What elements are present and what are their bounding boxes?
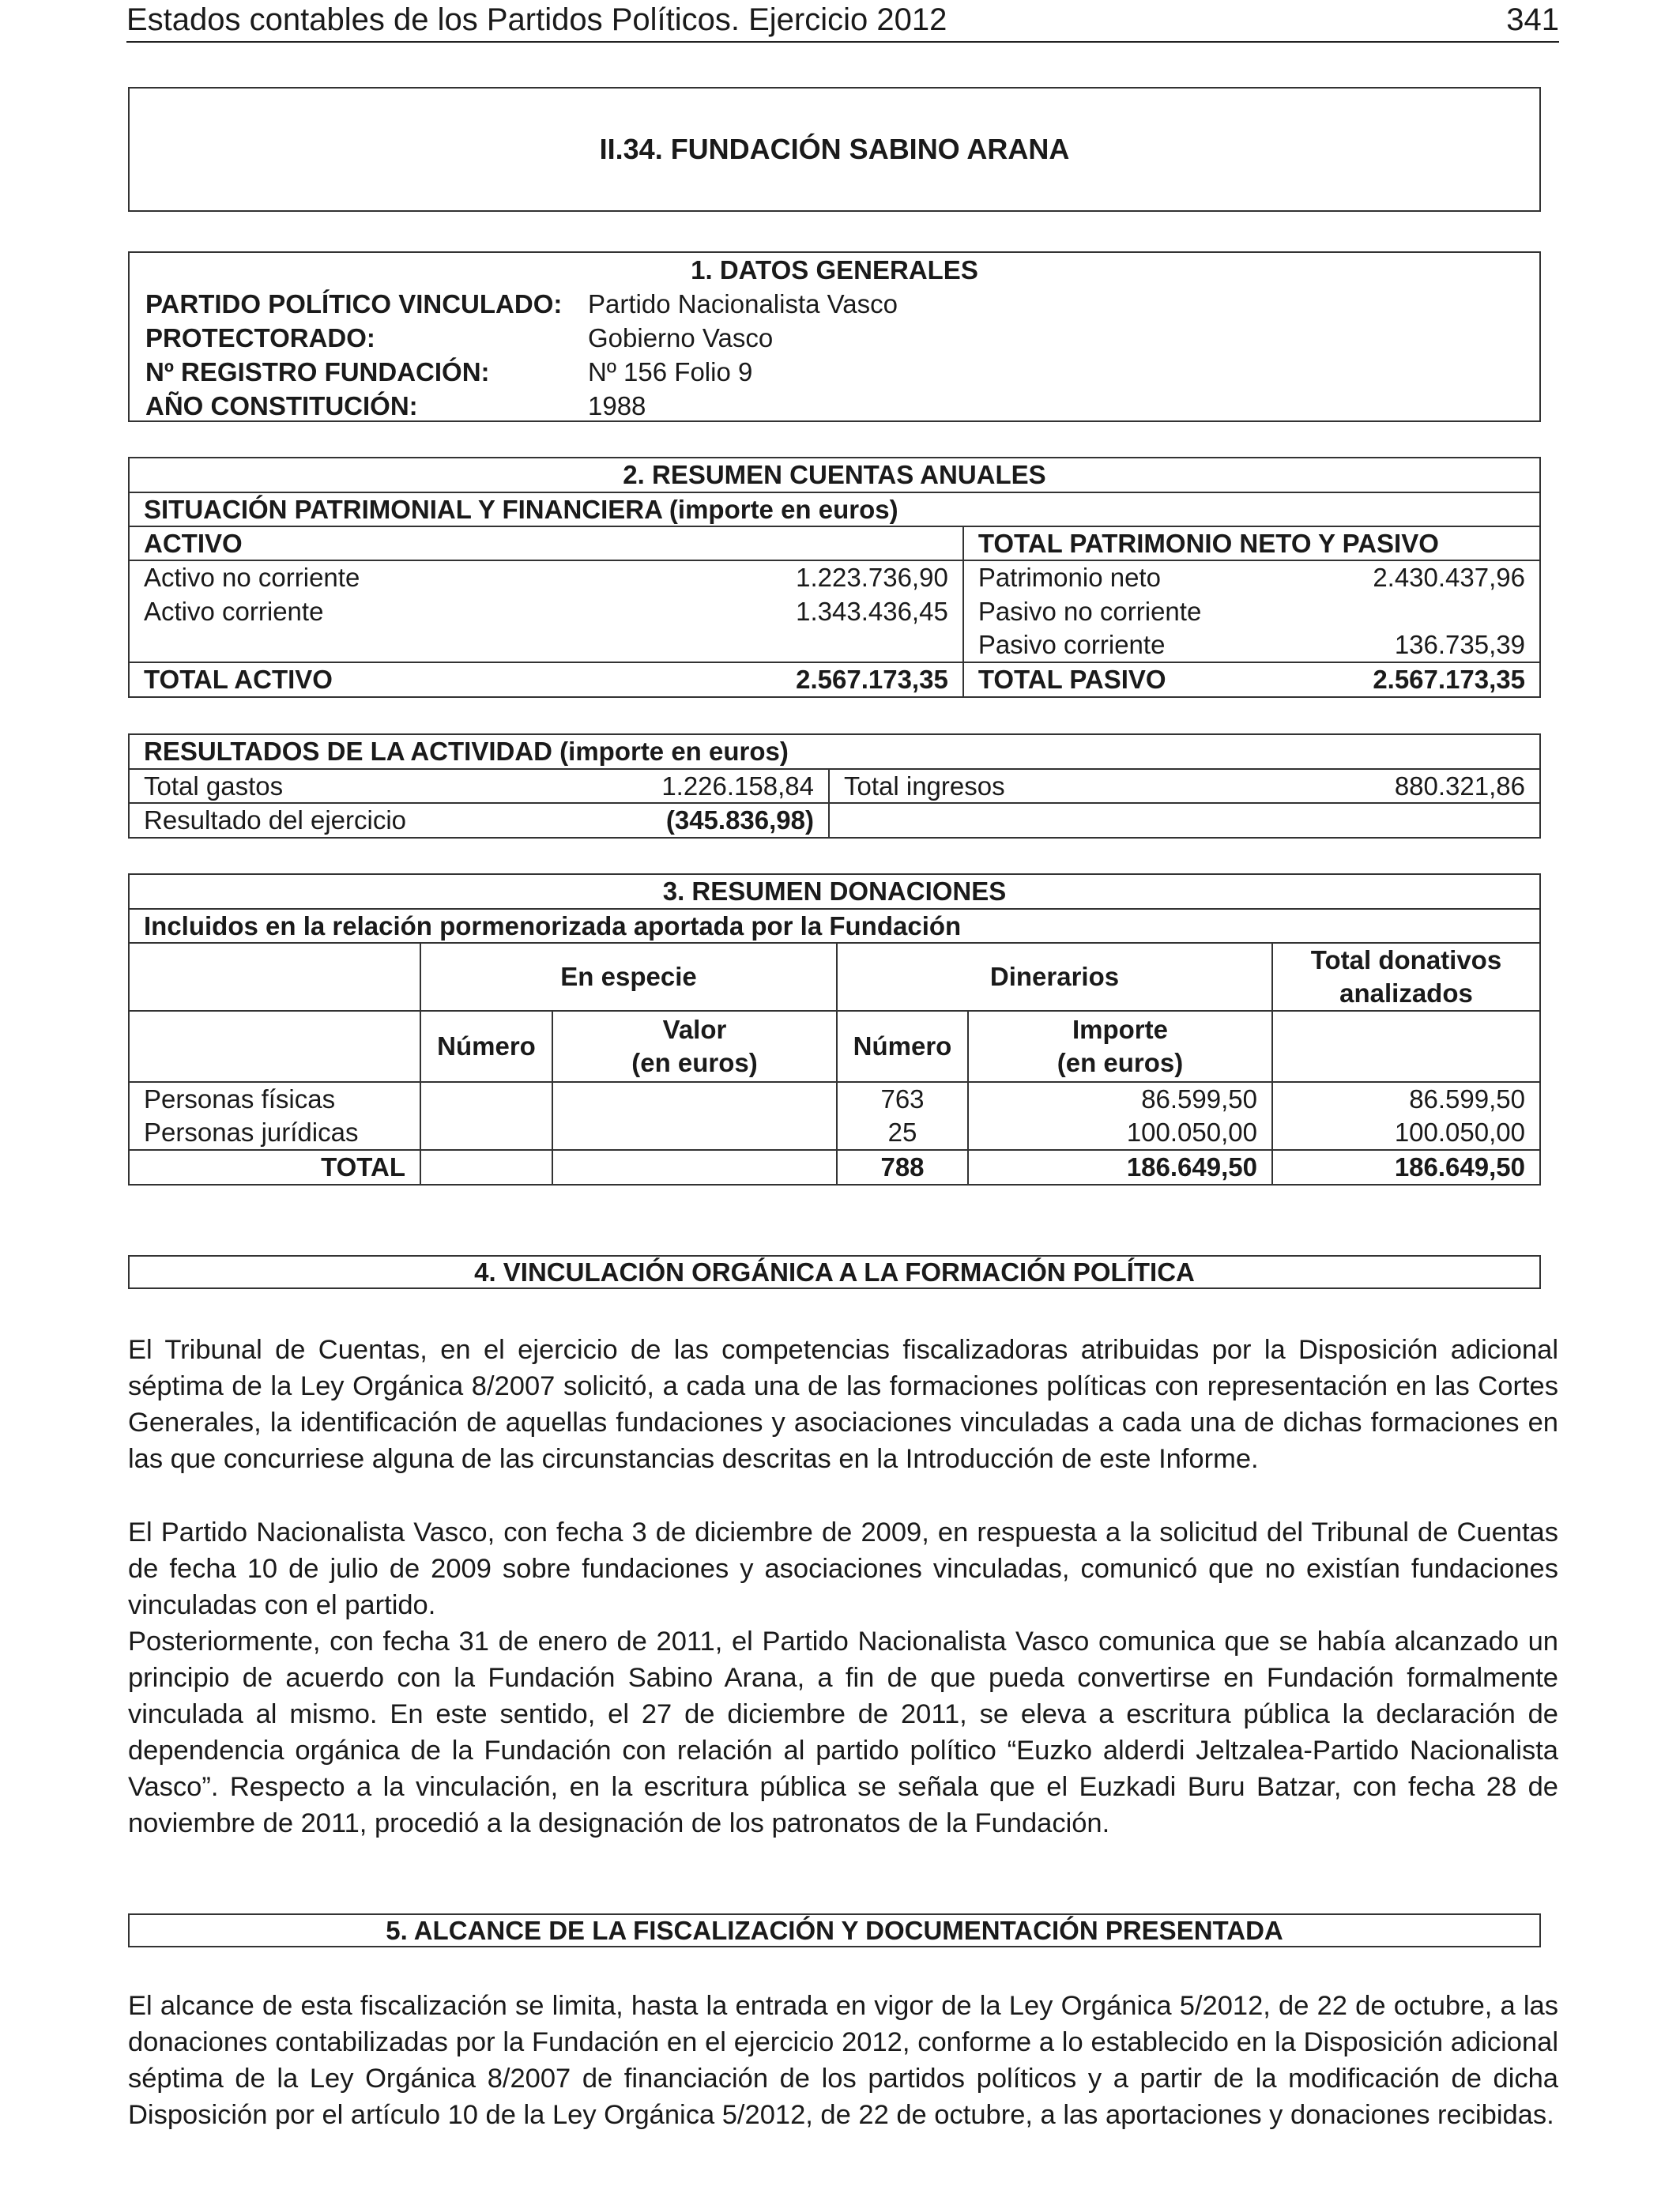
especie-numero-header: Número [420, 1011, 552, 1082]
donaciones-heading-row [130, 875, 1539, 909]
total-pasivo-label: TOTAL PASIVO [963, 662, 1299, 696]
section-4-paragraph-2: El Partido Nacionalista Vasco, con fecha 3 de diciembre de 2009, en respuesta a la solicitud del Tribunal de Cuentas de fecha 10 de julio de 2009 sobre fundaciones y asociaciones vinculadas, comunicó que no existían fundaciones vinculadas con el partido. [128, 1517, 1558, 1620]
table-row: Total gastos 1.226.158,84 Total ingresos 880.321,86 [130, 769, 1539, 803]
total-pasivo-value: 2.567.173,35 [1373, 665, 1525, 694]
donaciones-table [130, 875, 1539, 1184]
page-number: 341 [1506, 2, 1559, 37]
donaciones-subheading: Incluidos en la relación pormenorizada aportada por la Fundación [144, 910, 962, 941]
especie-valor-header: Valor (en euros) [552, 1011, 837, 1082]
running-title: Estados contables de los Partidos Políticos. Ejercicio 2012 [126, 2, 947, 37]
situacion-subheading: SITUACIÓN PATRIMONIAL Y FINANCIERA (importe en euros) [144, 494, 898, 524]
table-row: Activo corriente 1.343.436,45 Pasivo no corriente [130, 594, 1539, 628]
pasivo-header: TOTAL PATRIMONIO NETO Y PASIVO [963, 526, 1539, 560]
activo-header: ACTIVO [144, 528, 243, 558]
table-row: Personas físicas 763 86.599,50 86.599,50 [130, 1082, 1539, 1116]
total-row [130, 662, 1539, 696]
resumen-heading: 2. RESUMEN CUENTAS ANUALES [623, 460, 1046, 489]
en-especie-header: En especie [420, 943, 837, 1011]
resultado-value: (345.836,98) [665, 805, 814, 835]
datos-row-partido: PARTIDO POLÍTICO VINCULADO: Partido Nacionalista Vasco [145, 288, 898, 319]
donaciones-subheading-row [130, 909, 1539, 943]
resultados-box [128, 733, 1541, 839]
datos-row-ano: AÑO CONSTITUCIÓN: 1988 [145, 390, 646, 420]
table-row: Activo no corriente 1.223.736,90 Patrimonio neto 2.430.437,96 [130, 560, 1539, 594]
donaciones-total-label: TOTAL [321, 1152, 405, 1182]
donaciones-box [128, 873, 1541, 1186]
datos-generales-box [128, 251, 1541, 422]
donaciones-heading: 3. RESUMEN DONACIONES [662, 876, 1007, 906]
total-activo-label: TOTAL ACTIVO [144, 665, 333, 694]
resultados-heading: RESULTADOS DE LA ACTIVIDAD (importe en euros) [144, 737, 789, 766]
dinerarios-header: Dinerarios [837, 943, 1272, 1011]
table-row: Pasivo corriente 136.735,39 [130, 628, 1539, 662]
resultados-heading-row [130, 735, 1539, 769]
table-row: Resultado del ejercicio (345.836,98) [130, 803, 1539, 837]
total-row: TOTAL 788 186.649,50 186.649,50 [130, 1150, 1539, 1184]
section-4-paragraph-1: El Tribunal de Cuentas, en el ejercicio de las competencias fiscalizadoras atribuidas por la Disposición adicional séptima de la Ley Orgánica 8/2007 solicitó, a cada una de las formaciones políticas con representación en las Cortes Generales, la identificación de aquellas fundaciones y asociaciones vinculadas a cada una de dichas formaciones en las que concurriese alguna de las circunstancias descritas en la Introducción de este Informe. [128, 1335, 1558, 1474]
dinerarios-importe-header: Importe (en euros) [968, 1011, 1272, 1082]
total-activo-value: 2.567.173,35 [796, 665, 948, 694]
section-4-paragraph-3: Posteriormente, con fecha 31 de enero de 2011, el Partido Nacionalista Vasco comunica que se había alcanzado un principio de acuerdo con la Fundación Sabino Arana, a fin de que pueda convertirse en Fundación formalmente vinculada al mismo. En este sentido, el 27 de diciembre de 2011, se eleva a escritura pública la declaración de dependencia orgánica de la Fundación con relación al partido político “Euzko alderdi Jeltzalea-Partido Nacionalista Vasco”. Respecto a la vinculación, en la escritura pública se señala que el Euzkadi Buru Batzar, con fecha 28 de noviembre de 2011, procedió a la designación de los patronatos de la Fundación. [128, 1627, 1558, 1838]
donaciones-column-header [130, 1011, 1539, 1082]
resumen-heading-row [130, 458, 1539, 492]
section-5-paragraph-1: El alcance de esta fiscalización se limita, hasta la entrada en vigor de la Ley Orgánica 5/2012, de 22 de octubre, a las donaciones contabilizadas por la Fundación en el ejercicio 2012, conforme a lo establecido en la Disposición adicional séptima de la Ley Orgánica 8/2007 de financiación de los partidos políticos y a partir de la modificación de dicha Disposición por el artículo 10 de la Ley Orgánica 5/2012, de 22 de octubre, a las aportaciones y donaciones recibidas. [128, 1991, 1558, 2130]
table-row: Personas jurídicas 25 100.050,00 100.050,00 [130, 1116, 1539, 1150]
page-header [126, 3, 1559, 43]
datos-row-registro: Nº REGISTRO FUNDACIÓN: Nº 156 Folio 9 [145, 356, 753, 386]
section-5-heading: 5. ALCANCE DE LA FISCALIZACIÓN Y DOCUMENTACIÓN PRESENTADA [128, 1913, 1541, 1947]
datos-row-protectorado: PROTECTORADO: Gobierno Vasco [145, 322, 774, 352]
section-4-heading: 4. VINCULACIÓN ORGÁNICA A LA FORMACIÓN POLÍTICA [128, 1255, 1541, 1289]
document-title-box [128, 87, 1541, 212]
situacion-row [130, 492, 1539, 526]
balance-header-row [130, 526, 1539, 560]
datos-generales-heading: 1. DATOS GENERALES [691, 254, 978, 285]
resumen-cuentas-box [128, 457, 1541, 698]
dinerarios-numero-header: Número [837, 1011, 968, 1082]
balance-table [130, 458, 1539, 696]
document-title: II.34. FUNDACIÓN SABINO ARANA [599, 133, 1070, 165]
total-donativos-header: Total donativos analizados [1272, 943, 1539, 1011]
resultados-table [130, 735, 1539, 837]
donaciones-group-header [130, 943, 1539, 1011]
